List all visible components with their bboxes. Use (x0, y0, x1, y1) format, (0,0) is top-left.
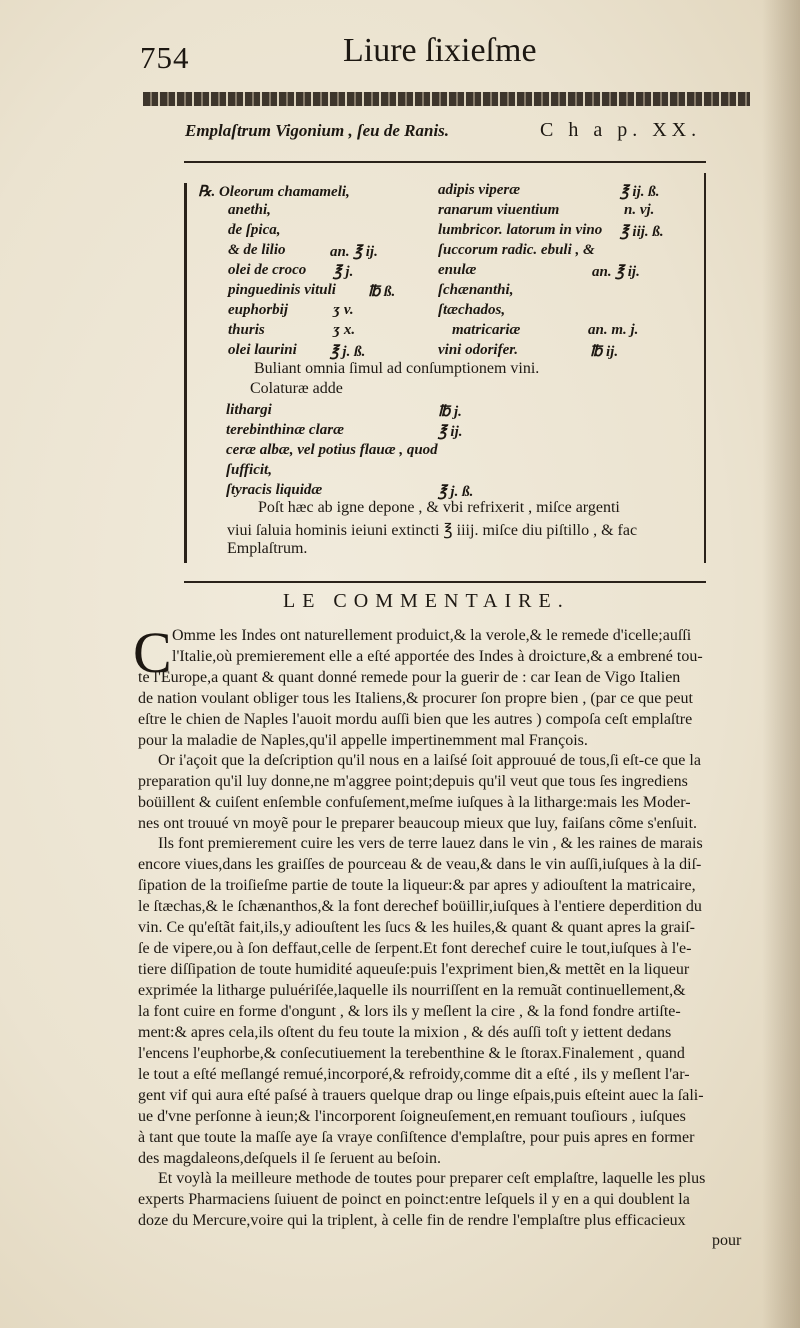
page-edge-shadow (762, 0, 800, 1328)
commentary-line: Ils font premierement cuire les vers de terre lauez dans le vin , & les raines de marais (158, 835, 703, 852)
commentary-line: pour la maladie de Naples,qu'il appelle impertinemment mal François. (138, 732, 588, 749)
commentary-line: encore viues,dans les graiſſes de pourceau & de veau,& dans le vin auſſi,iuſques à la diſ- (138, 856, 702, 873)
recipe-entry: terebinthinæ claræ (226, 422, 344, 438)
recipe-entry: euphorbij (228, 302, 289, 318)
commentary-line: nes ont trouué vn moyẽ pour le preparer beaucoup mieux que luy, faiſans cõme s'enſuit. (138, 815, 698, 832)
page-number: 754 (140, 40, 190, 75)
commentary-line: exprimée la litharge puluériſée,laquelle ils nourriſſent en la remuãt continuellement,& (138, 982, 686, 999)
recipe-entry: vini odorifer. (438, 342, 519, 358)
recipe-instruction: viui ſaluia hominis ieiuni extincti ℥ iiij. miſce diu piſtillo , & fac (227, 522, 638, 539)
recipe-entry: & de lilio (228, 242, 286, 258)
recipe-entry: ℥ j. (333, 264, 354, 280)
commentary-line: gent vif qui aura eſté paſsé à trauers quelque drap ou linge eſpais,puis eſteint auec la ſali- (138, 1087, 704, 1104)
commentary-line: experts Pharmaciens ſuiuent de poinct en poinct:entre leſquels il y en a qui doublent la (138, 1191, 690, 1208)
commentary-line: vin. Ce qu'eſtãt fait,ils,y adiouſtent les ſucs & les huiles,& quant & quant apres la graiſ- (138, 919, 695, 936)
commentary-line: boüillent & cuiſent enſemble confuſement,meſme iuſques à la litharge:mais les Moder- (138, 794, 691, 811)
commentary-line: ſe de vipere,ou à ſon deffaut,celle de ſerpent.Et font derechef cuire le tout,iuſques à l'e- (138, 940, 692, 957)
commentary-line: ue d'vne perſonne à ieun;& l'incorporent ſoigneuſement,en remuant touſiours , iuſques (138, 1108, 686, 1125)
recipe-entry: ceræ albæ, vel potius flauæ , quod (226, 442, 438, 458)
commentary-line: doze du Mercure,voire qui la triplent, à celle fin de rendre l'emplaſtre plus efficacieux (138, 1212, 686, 1229)
recipe-entry: ℥ ij. ß. (620, 184, 660, 200)
recipe-instruction: Colaturæ adde (250, 380, 343, 397)
commentary-line: Et voylà la meilleure methode de toutes pour preparer ceſt emplaſtre, laquelle les plus (158, 1170, 706, 1187)
commentary-line: des magdaleons,deſquels il ſe ſeruent au beſoin. (138, 1150, 442, 1167)
recipe-entry: ℥ j. ß. (438, 484, 474, 500)
recipe-entry: pinguedinis vituli (228, 282, 336, 298)
commentary-line: l'encens l'euphorbe,& conſecutiuement la terebenthine & le ſtorax.Finalement , quand (138, 1045, 685, 1062)
recipe-entry: ſufficit, (226, 462, 272, 478)
commentary-line: le tout a eſté meſlangé remué,incorporé,& refroidy,comme dit a eſté , ils y meſlent l'ar- (138, 1066, 690, 1083)
recipe-entry: ℔ ij. (590, 344, 619, 360)
recipe-entry: de ſpica, (228, 222, 281, 238)
recipe-entry: lithargi (226, 402, 272, 418)
recipe-entry: matricariæ (452, 322, 521, 338)
recipe-entry: lumbricor. latorum in vino (438, 222, 603, 238)
recipe-entry: ℥ j. ß. (330, 344, 366, 360)
recipe-entry: enulæ (438, 262, 477, 278)
recipe-instruction: Buliant omnia ſimul ad conſumptionem vini. (254, 360, 540, 377)
recipe-entry: ranarum viuentium (438, 202, 560, 218)
chapter-label: C h a p. XX. (540, 119, 702, 141)
recipe-entry: thuris (228, 322, 265, 338)
recipe-entry: ℥ iij. ß. (620, 224, 664, 240)
recipe-instruction: Emplaſtrum. (227, 540, 308, 557)
chapter-title: Emplaſtrum Vigonium , ſeu de Ranis. (185, 121, 450, 140)
commentary-title: LE COMMENTAIRE. (283, 590, 570, 612)
commentary-line: l'Italie,où premierement elle a eſté apportée des Indes à droicture,& a embrené tou- (172, 648, 703, 665)
recipe-entry: anethi, (228, 202, 271, 218)
commentary-line: te l'Europe,a quant & quant donné remede pour la guerir de : car Iean de Vigo Italien (138, 669, 681, 686)
frame-right-border (704, 173, 706, 563)
commentary-line: le ſtæchas,& le ſchænanthos,& la font derechef boüillir,iuſques à l'entiere deperdition du (138, 898, 702, 915)
running-head: Liure ſixieſme (343, 32, 537, 69)
commentary-line: Omme les Indes ont naturellement produict,& la verole,& le remede d'icelle;auſſi (172, 627, 692, 644)
commentary-line: à tant que toute la maſſe aye ſa vraye conſiſtence d'emplaſtre, pour puis apres en former (138, 1129, 695, 1146)
drop-cap: C (133, 620, 172, 685)
recipe-entry: n. vj. (624, 202, 655, 218)
recipe-entry: olei laurini (228, 342, 297, 358)
commentary-line: pour (712, 1232, 742, 1249)
recipe-entry: ℔ j. (438, 404, 462, 420)
recipe-instruction: Poſt hæc ab igne depone , & vbi refrixerit , miſce argenti (258, 499, 620, 516)
commentary-line: Or i'açoit que la deſcription qu'il nous en a laiſsé ſoit approuué de tous,ſi eſt-ce que la (158, 752, 701, 769)
commentary-line: de nation voulant obliger tous les Italiens,& procurer ſon propre bien , (par ce que peut (138, 690, 693, 707)
recipe-entry: ʒ v. (333, 302, 354, 318)
recipe-entry: olei de croco (228, 262, 307, 278)
commentary-line: preparation qu'il luy donne,ne m'aggree point;depuis qu'il veut que tous ſes ingrediens (138, 773, 688, 790)
recipe-entry: an. ℥ ij. (592, 264, 640, 280)
commentary-line: eſtre le chien de Naples l'auoit mordu auſſi bien que les autres ) compoſa ceſt emplaſtre (138, 711, 693, 728)
recipe-entry: ſchænanthi, (438, 282, 514, 298)
ornament-band (143, 92, 750, 106)
commentary-line: tiere diſſipation de toute humidité aqueuſe:puis l'expriment bien,& mettẽt en la liqueur (138, 961, 690, 978)
recipe-entry: ſtæchados, (438, 302, 506, 318)
recipe-entry: ſuccorum radic. ebuli , & (438, 242, 595, 258)
recipe-entry: an. ℥ ij. (330, 244, 378, 260)
recipe-entry: ʒ x. (333, 322, 356, 338)
recipe-entry: ℞. Oleorum chamameli, (198, 184, 350, 200)
recipe-entry: ℔ ß. (368, 284, 396, 300)
commentary-line: la font cuire en forme d'ongunt , & lors ils y meſlent la cire , & la fond fondre artiſte- (138, 1003, 681, 1020)
recipe-entry: ℥ ij. (438, 424, 463, 440)
commentary-line: ment:& apres cela,ils oſtent du feu toute la mixion , & dés auſſi toſt y iettent dedans (138, 1024, 672, 1041)
recipe-entry: an. m. j. (588, 322, 639, 338)
frame-left-border (184, 183, 187, 563)
recipe-entry: adipis viperæ (438, 182, 521, 198)
commentary-line: ſipation de la troiſieſme partie de toute la liqueur:& par apres y adiouſtent la matricaire, (138, 877, 696, 894)
recipe-entry: ſtyracis liquidæ (226, 482, 323, 498)
